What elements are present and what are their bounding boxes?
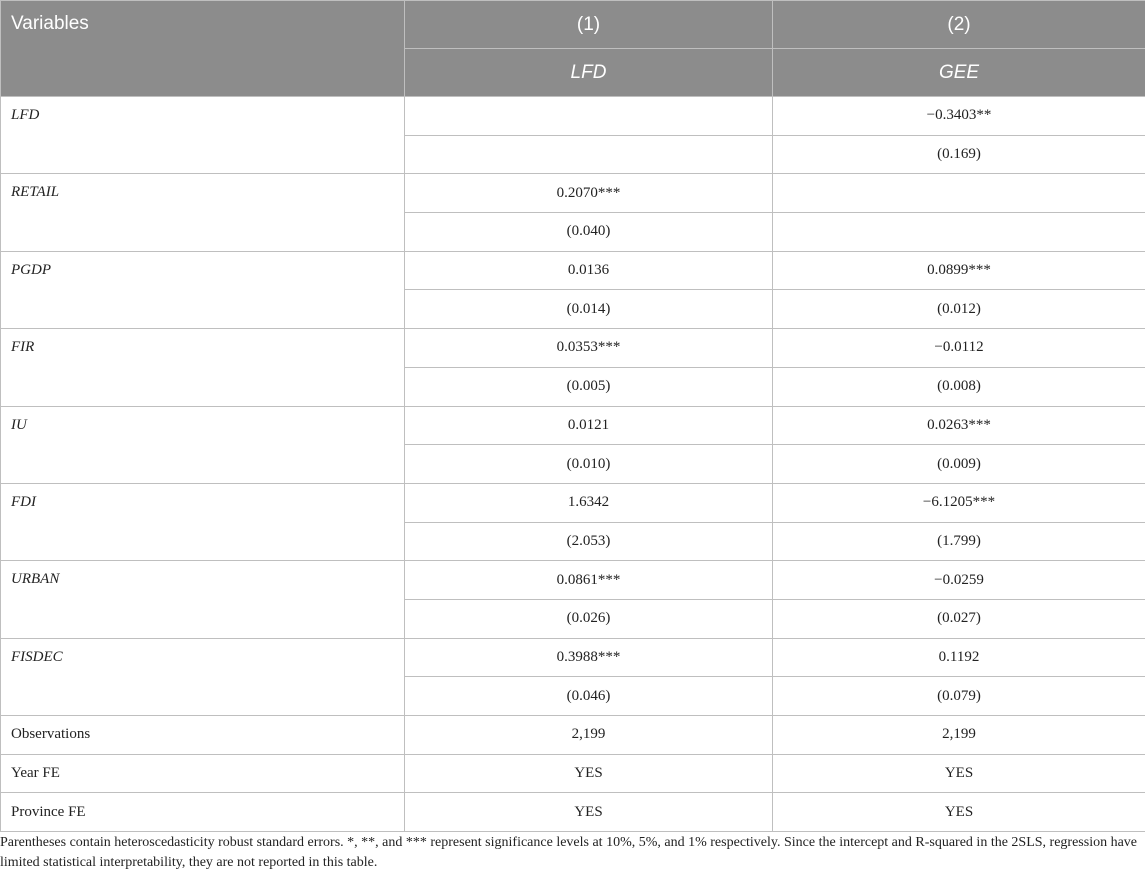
table-row <box>1 638 1145 677</box>
table-row <box>1 251 1145 290</box>
coefficient-cell: 0.0899*** <box>773 251 1145 290</box>
coefficient-cell: 0.0353*** <box>405 329 773 368</box>
column-1-number: (1) <box>405 1 773 49</box>
table-row <box>1 329 1145 368</box>
coefficient-cell: 0.2070*** <box>405 174 773 213</box>
table-row <box>1 561 1145 600</box>
variable-name: RETAIL <box>1 174 405 251</box>
standard-error-cell: (0.014) <box>405 290 773 329</box>
row-label: Year FE <box>1 754 405 793</box>
coefficient-cell: −0.3403** <box>773 97 1145 136</box>
standard-error-cell: (0.046) <box>405 677 773 716</box>
variable-name: FISDEC <box>1 638 405 715</box>
coefficient-cell <box>773 174 1145 213</box>
table-row <box>1 174 1145 213</box>
table-row <box>1 406 1145 445</box>
standard-error-cell <box>405 135 773 174</box>
variable-name: FIR <box>1 329 405 406</box>
table-header <box>1 1 1145 97</box>
variable-name: URBAN <box>1 561 405 638</box>
coefficient-cell: 0.0121 <box>405 406 773 445</box>
standard-error-cell: (0.027) <box>773 599 1145 638</box>
standard-error-cell: (2.053) <box>405 522 773 561</box>
standard-error-cell: (0.169) <box>773 135 1145 174</box>
table-body <box>1 97 1145 832</box>
fixed-effect-cell: YES <box>405 793 773 832</box>
table-row-province-fe <box>1 793 1145 832</box>
standard-error-cell: (0.005) <box>405 367 773 406</box>
table-row-year-fe <box>1 754 1145 793</box>
standard-error-cell: (0.079) <box>773 677 1145 716</box>
standard-error-cell: (0.040) <box>405 213 773 252</box>
table-footnote: Parentheses contain heteroscedasticity robust standard errors. *, **, and *** represent significance levels at 10%, 5%, and 1% respectively. Since the intercept and R-squared in the 2SLS, regression have limited statistical interpretability, they are not reported in this table. <box>0 835 1138 870</box>
standard-error-cell <box>773 213 1145 252</box>
column-1-dependent-variable: LFD <box>405 49 773 97</box>
observations-cell: 2,199 <box>405 716 773 755</box>
standard-error-cell: (0.010) <box>405 445 773 484</box>
observations-cell: 2,199 <box>773 716 1145 755</box>
row-label: Province FE <box>1 793 405 832</box>
variable-name: IU <box>1 406 405 483</box>
fixed-effect-cell: YES <box>405 754 773 793</box>
variable-name: PGDP <box>1 251 405 328</box>
variable-name: FDI <box>1 483 405 560</box>
coefficient-cell: −6.1205*** <box>773 483 1145 522</box>
coefficient-cell: −0.0259 <box>773 561 1145 600</box>
fixed-effect-cell: YES <box>773 793 1145 832</box>
column-2-dependent-variable: GEE <box>773 49 1145 97</box>
coefficient-cell: 1.6342 <box>405 483 773 522</box>
coefficient-cell: 0.0263*** <box>773 406 1145 445</box>
standard-error-cell: (0.026) <box>405 599 773 638</box>
coefficient-cell: −0.0112 <box>773 329 1145 368</box>
coefficient-cell: 0.1192 <box>773 638 1145 677</box>
standard-error-cell: (0.008) <box>773 367 1145 406</box>
table-row-observations <box>1 716 1145 755</box>
row-label: Observations <box>1 716 405 755</box>
variables-header: Variables <box>1 1 405 97</box>
table-row <box>1 483 1145 522</box>
variable-name: LFD <box>1 97 405 174</box>
coefficient-cell: 0.0861*** <box>405 561 773 600</box>
coefficient-cell: 0.3988*** <box>405 638 773 677</box>
standard-error-cell: (0.009) <box>773 445 1145 484</box>
coefficient-cell: 0.0136 <box>405 251 773 290</box>
fixed-effect-cell: YES <box>773 754 1145 793</box>
table-row <box>1 97 1145 136</box>
coefficient-cell <box>405 97 773 136</box>
column-2-number: (2) <box>773 1 1145 49</box>
standard-error-cell: (1.799) <box>773 522 1145 561</box>
standard-error-cell: (0.012) <box>773 290 1145 329</box>
